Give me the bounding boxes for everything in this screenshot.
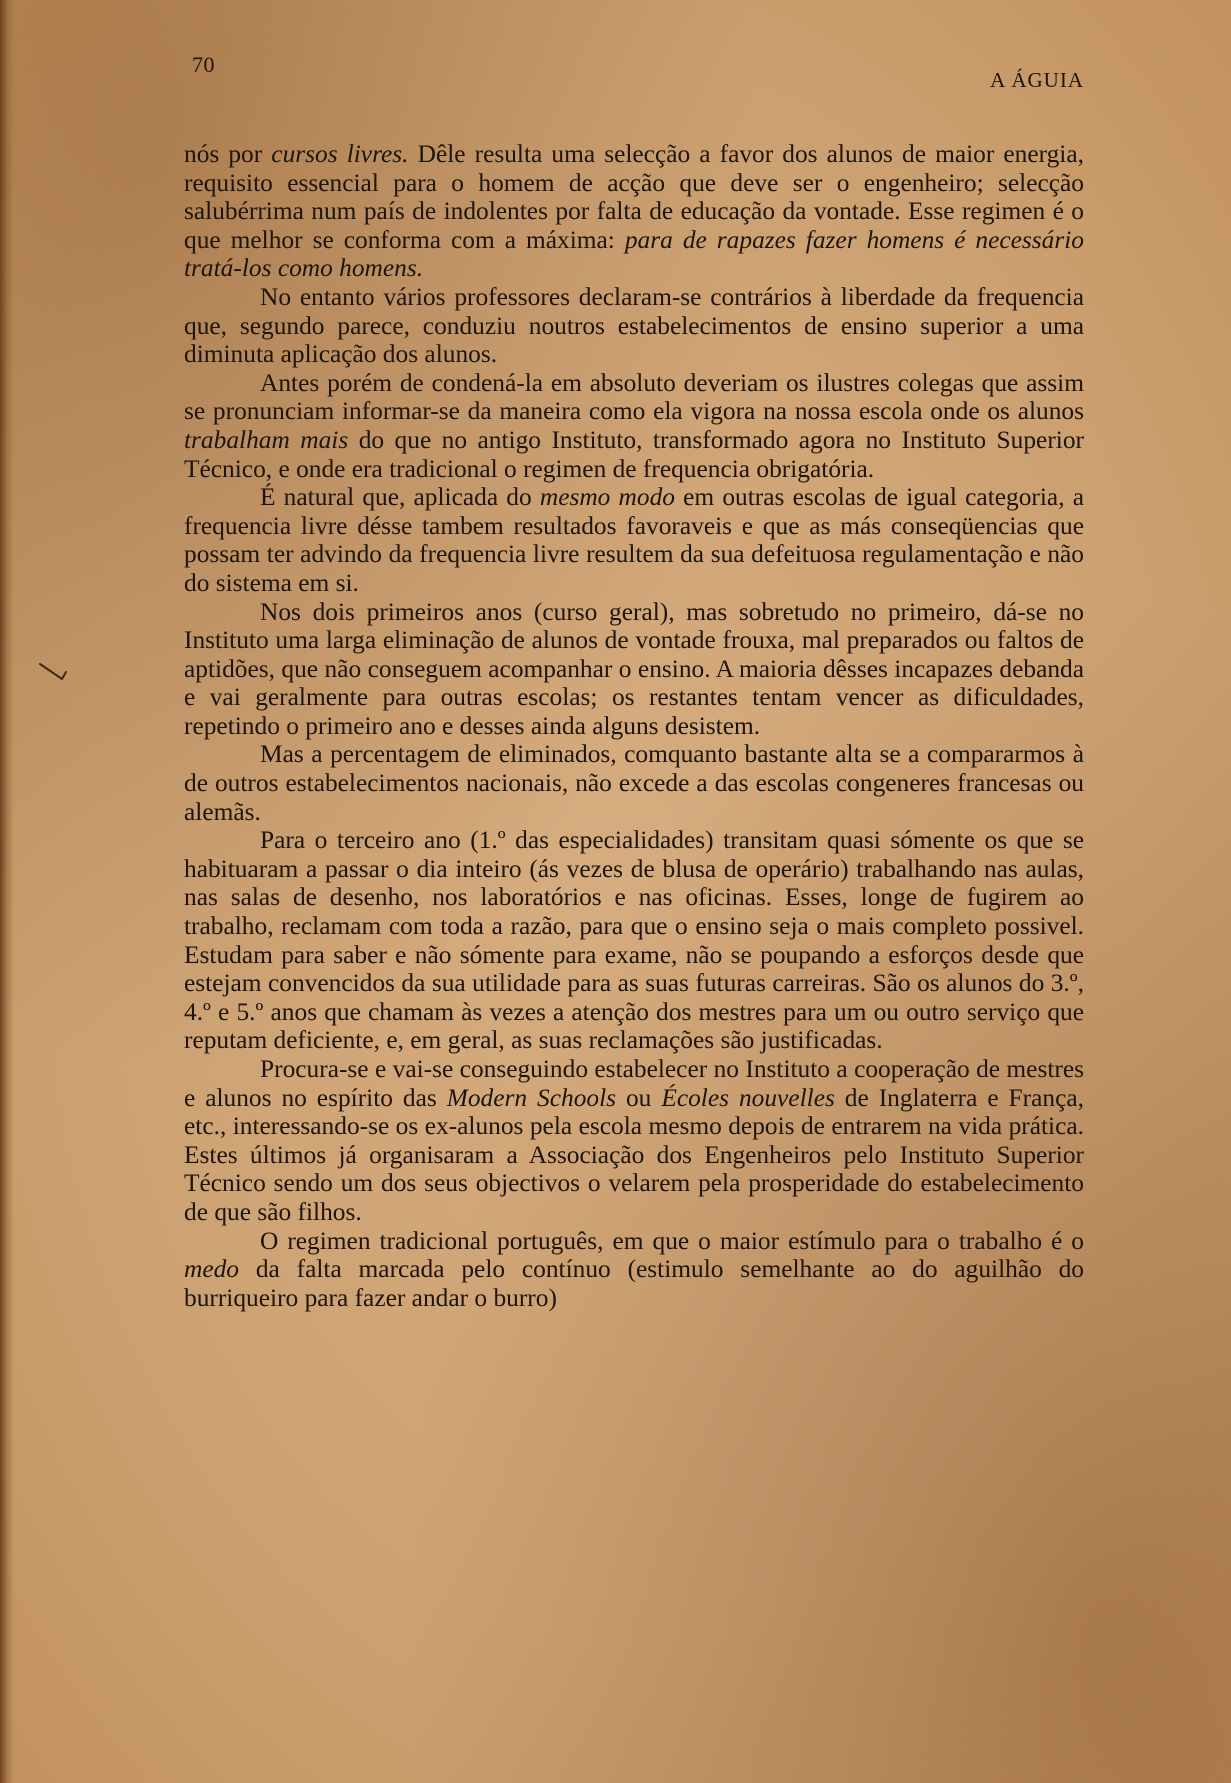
text-run: em outras escolas de igual categoria, a frequencia livre désse tambem resultados favoraveis e que as más conseqüencias que possam ter advindo da frequencia livre resultem da sua defeituosa regulamentação e não do sistema em si. [184,483,1084,597]
page-edge-shadow [0,0,14,1783]
text-run: Procura-se e vai-se conseguindo estabelecer no Instituto a cooperação de mestres e alunos no espírito das [184,1055,1084,1112]
running-title: A ÁGUIA [990,68,1084,92]
text-run: Mas a percentagem de eliminados, comquanto bastante alta se a compararmos à de outros estabelecimentos nacionais, não excede a das escolas congeneres francesas ou alemãs. [184,740,1084,826]
text-run: Para o terceiro ano (1.º das especialidades) transitam quasi sómente os que se habituaram a passar o dia inteiro (ás vezes de blusa de operário) trabalhando nas aulas, nas salas de desenho, nos laboratórios e nas oficinas. Esses, longe de fugirem ao trabalho, reclamam com toda a razão, para que o ensino seja o mais completo possivel. Estudam para saber e não sómente para exame, não se poupando a esforços desde que estejam convencidos da sua utilidade para as suas futuras carreiras. São os alunos do 3.º, 4.º e 5.º anos que chamam às vezes a atenção dos mestres para um ou outro serviço que reputam deficiente, e, em geral, as suas reclamações são justificadas. [184,826,1084,1055]
italic-text: trabalham mais [184,425,349,454]
page-header [192,52,1084,92]
paragraph [184,369,1084,483]
text-run: do que no antigo Instituto, transformado agora no Instituto Superior Técnico, e onde era tradicional o regimen de frequencia obrigatória. [184,425,1084,483]
margin-pencil-mark [38,660,68,682]
page-number: 70 [192,52,215,77]
text-run: de Inglaterra e França, etc., interessando-se os ex-alunos pela escola mesmo depois de entrarem na vida prática. Estes últimos já organisaram a Associação dos Engenheiros pelo Instituto Superior Técnico sendo um dos seus objectivos o velarem pela prosperidade do estabelecimento de que são filhos. [184,1083,1084,1226]
italic-text: para de rapazes fazer homens é necessário tratá-los como homens. [184,225,1085,283]
italic-text: medo [184,1255,239,1284]
paragraph [184,1055,1084,1227]
paragraph [184,140,1084,283]
italic-text: cursos livres. [271,140,409,168]
text-run: Nos dois primeiros anos (curso geral), mas sobretudo no primeiro, dá-se no Instituto uma larga eliminação de alunos de vontade frouxa, mal preparados ou faltos de aptidões, que não conseguem acompanhar o ensino. A maioria dêsses incapazes debanda e vai geralmente para outras escolas; os restantes tentam vencer as dificuldades, repetindo o primeiro ano e desses ainda alguns desistem. [184,597,1084,740]
text-run: da falta marcada pelo contínuo (estimulo semelhante ao do aguilhão do burriqueiro para fazer andar o burro) [184,1255,1084,1312]
text-run: nós por [184,140,272,168]
text-run: Antes porém de condená-la em absoluto deveriam os ilustres colegas que assim se pronunciam informar-se da maneira como ela vigora na nossa escola onde os alunos [184,368,1084,426]
paragraph [184,1227,1084,1313]
paragraph [184,598,1084,741]
paragraph [184,483,1084,597]
italic-text: Modern Schools [446,1083,617,1112]
text-run: No entanto vários professores declaram-se contrários à liberdade da frequencia que, segundo parece, conduziu noutros estabelecimentos de ensino superior a uma diminuta aplicação dos alunos. [184,282,1084,369]
text-run: Dêle resulta uma selecção a favor dos alunos de maior energia, requisito essencial para o homem de acção que deve ser o engenheiro; selecção salubérrima num país de indolentes por falta de educação da vontade. Esse regimen é o que melhor se conforma com a máxima: [184,140,1084,254]
italic-text: Écoles nouvelles [661,1083,835,1112]
text-run: ou [616,1083,662,1112]
italic-text: mesmo modo [539,483,675,512]
text-run: É natural que, aplicada do [260,483,540,512]
text-run: O regimen tradicional português, em que o maior estímulo para o trabalho é o [260,1226,1084,1255]
paragraph [184,283,1084,369]
paragraph [184,740,1084,826]
body-text [184,140,1084,1312]
paragraph [184,826,1084,1055]
